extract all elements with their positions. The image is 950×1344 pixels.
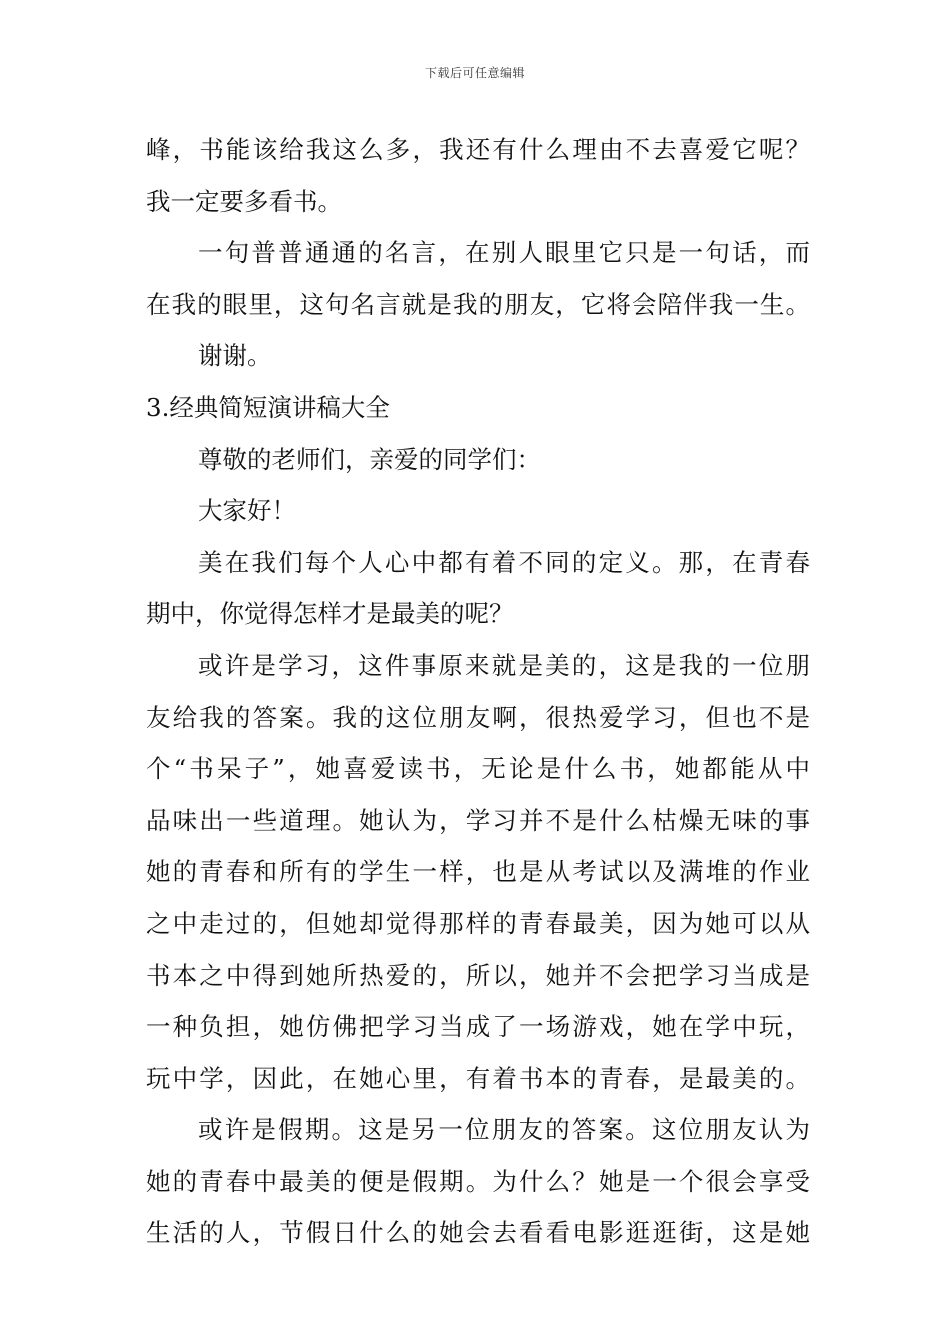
text-line: 一种负担，她仿佛把学习当成了一场游戏，她在学中玩，: [146, 1012, 810, 1042]
text-line: 我一定要多看书。: [146, 186, 342, 216]
text-line: 之中走过的，但她却觉得那样的青春最美，因为她可以从: [146, 908, 810, 938]
text-line: 谢谢。: [198, 341, 272, 371]
text-line: 或许是假期。这是另一位朋友的答案。这位朋友认为: [198, 1115, 810, 1145]
section-heading: 3.经典简短演讲稿大全: [146, 392, 390, 422]
text-line: 峰，书能该给我这么多，我还有什么理由不去喜爱它呢？: [146, 135, 810, 164]
text-line: 她的青春中最美的便是假期。为什么？她是一个很会享受: [146, 1166, 810, 1196]
text-line: 生活的人，节假日什么的她会去看看电影逛逛街，这是她: [146, 1218, 810, 1248]
document-body: [146, 124, 810, 1259]
text-line: 书本之中得到她所热爱的，所以，她并不会把学习当成是: [146, 960, 810, 990]
text-line: 友给我的答案。我的这位朋友啊，很热爱学习，但也不是: [146, 702, 810, 732]
page-header: 下载后可任意编辑: [424, 66, 525, 80]
text-line: 尊敬的老师们，亲爱的同学们：: [198, 444, 541, 474]
text-line: 玩中学，因此，在她心里，有着书本的青春，是最美的。: [146, 1063, 810, 1093]
text-line: 或许是学习，这件事原来就是美的，这是我的一位朋: [198, 650, 810, 680]
text-line: 在我的眼里，这句名言就是我的朋友，它将会陪伴我一生。: [146, 289, 810, 319]
text-line: 美在我们每个人心中都有着不同的定义。那，在青春: [198, 547, 810, 577]
text-line: 大家好！: [198, 496, 296, 526]
text-line: 一句普普通通的名言，在别人眼里它只是一句话，而: [198, 238, 810, 268]
text-line: 期中，你觉得怎样才是最美的呢？: [146, 599, 514, 629]
text-line: 品味出一些道理。她认为，学习并不是什么枯燥无味的事: [146, 805, 810, 835]
text-line: 她的青春和所有的学生一样，也是从考试以及满堆的作业: [146, 857, 810, 887]
text-line: 个“书呆子”，她喜爱读书，无论是什么书，她都能从中: [146, 754, 810, 784]
